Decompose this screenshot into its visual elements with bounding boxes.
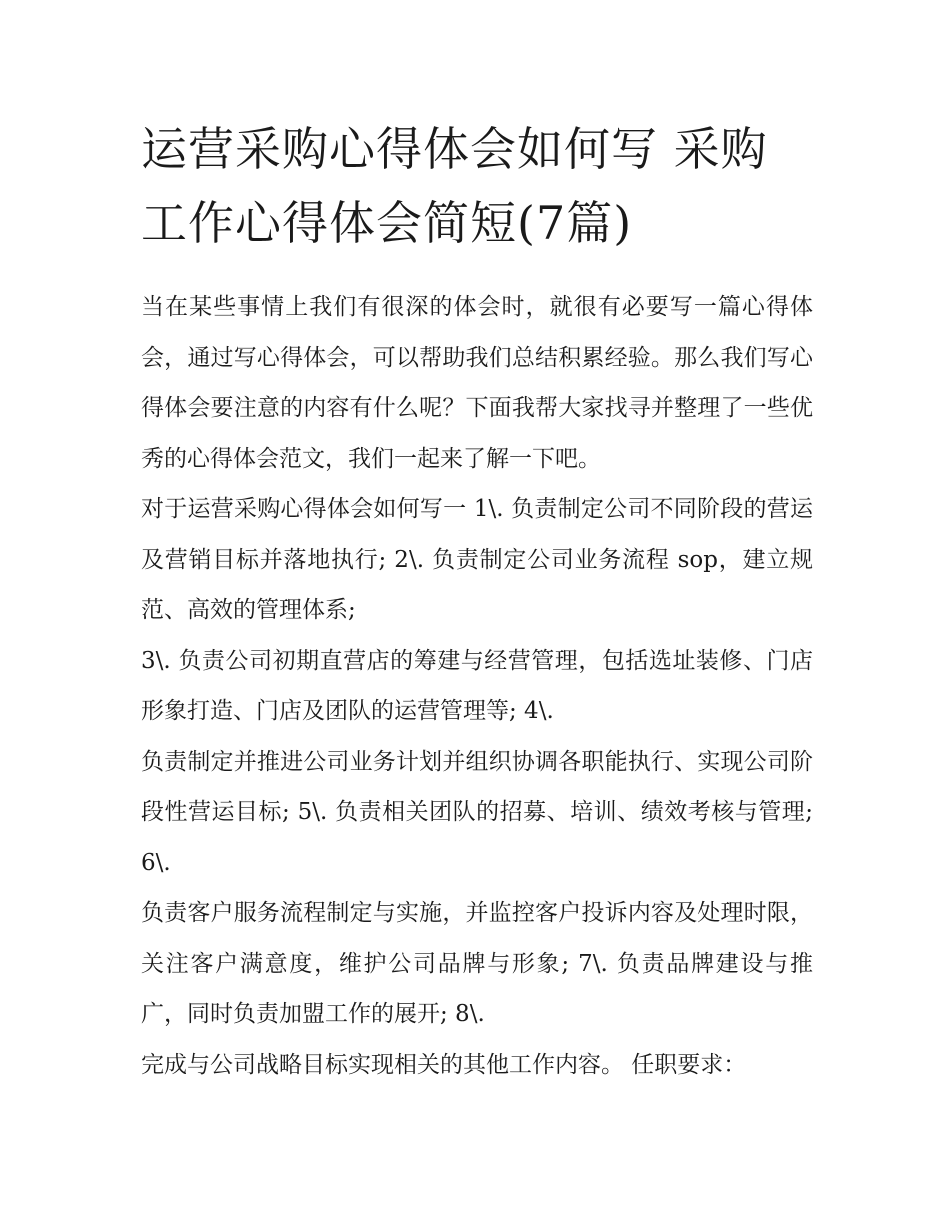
duty-paragraph-3: 3\. 负责公司初期直营店的筹建与经营管理，包括选址装修、门店形象打造、门店及团队的运营管理等; 4\. xyxy=(141,647,813,724)
duty-paragraph-4: 负责制定并推进公司业务计划并组织协调各职能执行、实现公司阶段性营运目标; 5\. 负责相关团队的招募、培训、绩效考核与管理; 6\. xyxy=(141,748,813,876)
duty-paragraph-8: 完成与公司战略目标实现相关的其他工作内容。 任职要求： xyxy=(141,1051,747,1078)
duty-paragraph-6: 负责客户服务流程制定与实施，并监控客户投诉内容及处理时限，关注客户满意度，维护公司品牌与形象; 7\. 负责品牌建设与推广，同时负责加盟工作的展开; 8\. xyxy=(141,900,813,1027)
duty-paragraph-1: 对于运营采购心得体会如何写一 1\. 负责制定公司不同阶段的营运及营销目标并落地执行; 2\. 负责制定公司业务流程 sop，建立规范、高效的管理体系; xyxy=(141,496,813,623)
intro-paragraph: 当在某些事情上我们有很深的体会时，就很有必要写一篇心得体会，通过写心得体会，可以帮助我们总结积累经验。那么我们写心得体会要注意的内容有什么呢？下面我帮大家找寻并整理了一些优秀的心得体会范文，我们一起来了解一下吧。 xyxy=(141,294,813,472)
document-page xyxy=(141,112,813,1090)
document-title: 运营采购心得体会如何写 采购工作心得体会简短(7篇) xyxy=(141,122,768,250)
